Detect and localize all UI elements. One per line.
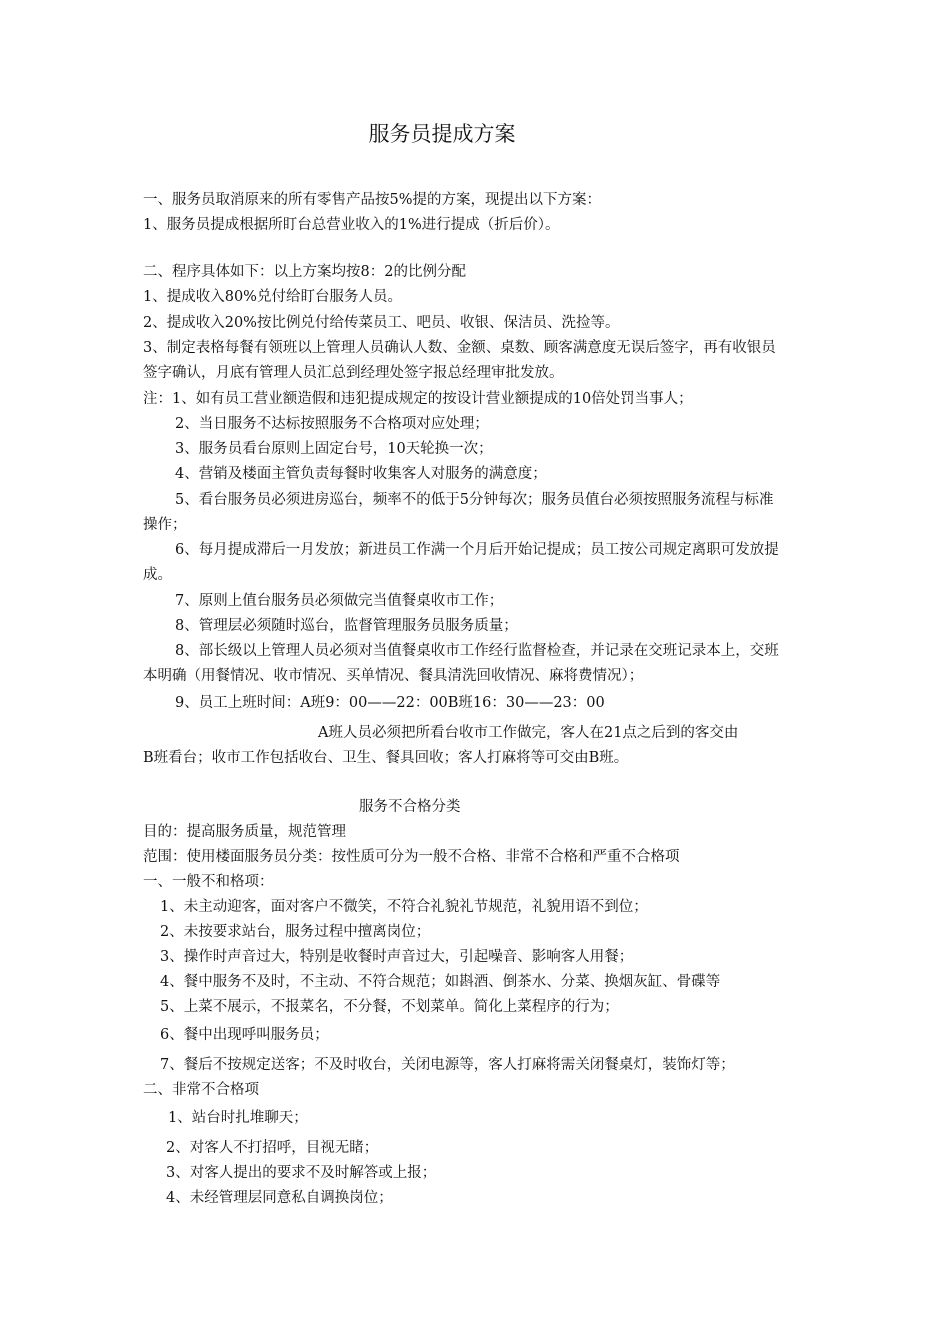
note-line: 操作；: [143, 517, 187, 533]
paragraph-line: 一、服务员取消原来的所有零售产品按5%提的方案，现提出以下方案：: [143, 192, 602, 208]
note-line: 2、当日服务不达标按照服务不合格项对应处理；: [175, 416, 489, 432]
paragraph-line: 二、程序具体如下：以上方案均按8：2的比例分配: [143, 264, 466, 280]
list-item: 6、餐中出现呼叫服务员；: [160, 1027, 329, 1043]
list-item: 1、未主动迎客，面对客户不微笑，不符合礼貌礼节规范，礼貌用语不到位；: [160, 899, 648, 915]
list-item: 2、未按要求站台，服务过程中擅离岗位；: [160, 924, 431, 940]
note-line: A班人员必须把所看台收市工作做完，客人在21点之后到的客交由: [318, 725, 739, 741]
paragraph-line: 3、制定表格每餐有领班以上管理人员确认人数、金额、桌数、顾客满意度无误后签字，再有收银员: [143, 340, 776, 356]
note-line: 注：1、如有员工营业额造假和违犯提成规定的按设计营业额提成的10倍处罚当事人；: [143, 391, 693, 407]
list-item: 2、对客人不打招呼，目视无睹；: [166, 1140, 379, 1156]
note-line: 本明确（用餐情况、收市情况、买单情况、餐具清洗回收情况、麻将费情况）；: [143, 668, 644, 684]
list-item: 1、站台时扎堆聊天；: [168, 1110, 308, 1126]
note-line: 成。: [143, 567, 172, 583]
note-line: 5、看台服务员必须进房巡台，频率不的低于5分钟每次；服务员值台必须按照服务流程与标准: [175, 492, 774, 508]
note-line: 4、营销及楼面主管负责每餐时收集客人对服务的满意度；: [175, 466, 547, 482]
paragraph-line: 范围：使用楼面服务员分类：按性质可分为一般不合格、非常不合格和严重不合格项: [143, 849, 680, 865]
section-title: 服务不合格分类: [359, 799, 461, 815]
note-line: 6、每月提成滞后一月发放；新进员工作满一个月后开始记提成；员工按公司规定离职可发放提: [175, 542, 779, 558]
note-line: 9、员工上班时间：A班9：00——22：00B班16：30——23：00: [175, 695, 605, 711]
note-line: 3、服务员看台原则上固定台号，10天轮换一次；: [175, 441, 493, 457]
paragraph-line: 2、提成收入20%按比例兑付给传菜员工、吧员、收银、保洁员、洗捡等。: [143, 315, 620, 331]
section-heading: 二、非常不合格项: [143, 1082, 259, 1098]
list-item: 3、操作时声音过大，特别是收餐时声音过大，引起噪音、影响客人用餐；: [160, 949, 634, 965]
list-item: 3、对客人提出的要求不及时解答或上报；: [166, 1165, 437, 1181]
note-line: 7、原则上值台服务员必须做完当值餐桌收市工作；: [175, 593, 504, 609]
paragraph-line: 1、提成收入80%兑付给盯台服务人员。: [143, 289, 402, 305]
note-line: 8、部长级以上管理人员必须对当值餐桌收市工作经行监督检查，并记录在交班记录本上，交班: [175, 643, 779, 659]
list-item: 5、上菜不展示，不报菜名，不分餐，不划菜单。简化上菜程序的行为；: [160, 999, 619, 1015]
document-title: 服务员提成方案: [368, 122, 516, 146]
list-item: 4、未经管理层同意私自调换岗位；: [166, 1190, 393, 1206]
note-line: B班看台；收市工作包括收台、卫生、餐具回收；客人打麻将等可交由B班。: [143, 750, 629, 766]
section-heading: 一、一般不和格项：: [143, 874, 274, 890]
paragraph-line: 目的：提高服务质量，规范管理: [143, 824, 346, 840]
list-item: 4、餐中服务不及时，不主动、不符合规范；如斟酒、倒茶水、分菜、换烟灰缸、骨碟等: [160, 974, 721, 990]
paragraph-line: 1、服务员提成根据所盯台总营业收入的1%进行提成（折后价）。: [143, 217, 560, 233]
note-line: 8、管理层必须随时巡台，监督管理服务员服务质量；: [175, 618, 518, 634]
list-item: 7、餐后不按规定送客；不及时收台，关闭电源等，客人打麻将需关闭餐桌灯，装饰灯等；: [160, 1057, 735, 1073]
paragraph-line: 签字确认，月底有管理人员汇总到经理处签字报总经理审批发放。: [143, 365, 564, 381]
